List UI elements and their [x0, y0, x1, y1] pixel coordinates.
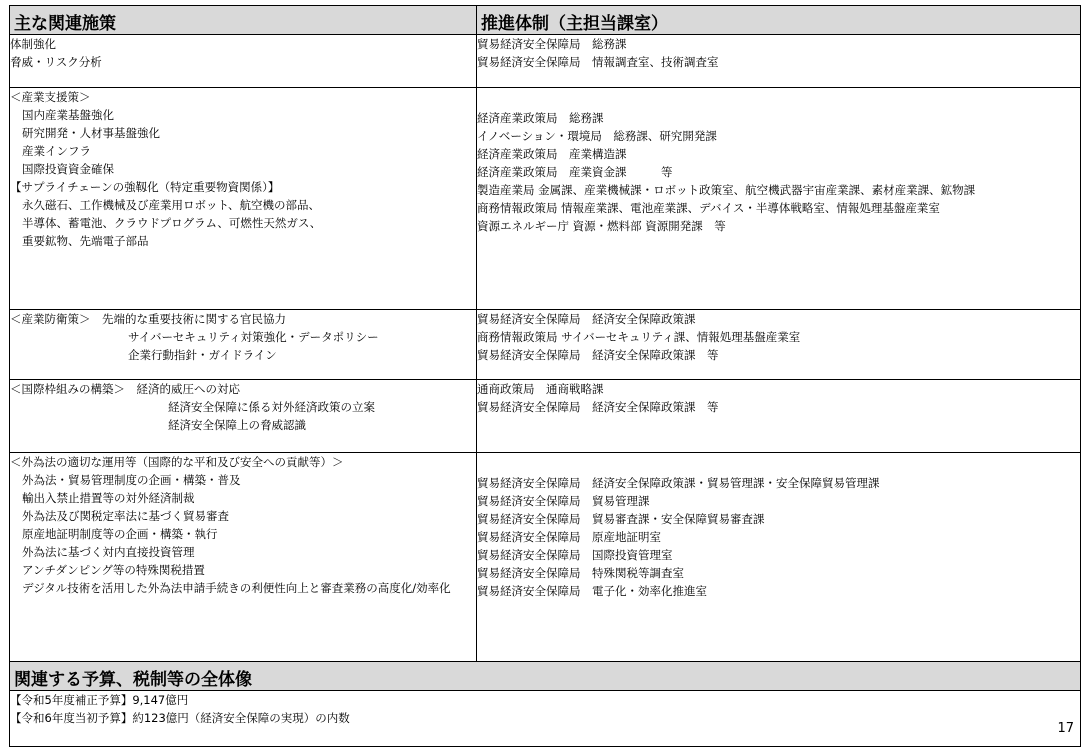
- policy-line: 半導体、蓄電池、クラウドプログラム、可燃性天然ガス、: [22, 216, 322, 230]
- policy-line: 永久磁石、工作機械及び産業用ロボット、航空機の部品、: [22, 198, 320, 212]
- section-heading: ＜産業防衛策＞ 先端的な重要技術に関する官民協力: [10, 312, 286, 326]
- section-heading: ＜外為法の適切な運用等（国際的な平和及び安全への貢献等）＞: [10, 455, 344, 469]
- budget-title: 関連する予算、税制等の全体像: [10, 662, 1081, 691]
- policy-line: 企業行動指針・ガイドライン: [128, 348, 277, 362]
- policies-cell: [10, 35, 477, 88]
- structure-line: 通商政策局 通商戦略課: [477, 382, 604, 396]
- structure-line: 貿易経済安全保障局 貿易管理課: [477, 494, 650, 508]
- table-row: [10, 88, 1081, 310]
- policy-line: 原産地証明制度等の企画・構築・執行: [22, 527, 218, 541]
- structure-cell: [477, 35, 1081, 88]
- structure-line: 貿易経済安全保障局 総務課: [477, 37, 627, 51]
- policies-cell: [10, 453, 477, 662]
- policies-cell: [10, 380, 477, 453]
- policy-line: アンチダンピング等の特殊関税措置: [22, 563, 205, 577]
- structure-line: 貿易経済安全保障局 貿易審査課・安全保障貿易審査課: [477, 512, 765, 526]
- structure-cell: [477, 380, 1081, 453]
- table-row: [10, 35, 1081, 88]
- policy-line: 国際投資資金確保: [22, 162, 114, 176]
- structure-line: 貿易経済安全保障局 原産地証明室: [477, 530, 661, 544]
- policies-cell: [10, 88, 477, 310]
- policy-table: [9, 5, 1081, 747]
- structure-cell: [477, 310, 1081, 380]
- policy-line: デジタル技術を活用した外為法申請手続きの利便性向上と審査業務の高度化/効率化: [22, 581, 451, 595]
- policy-line: 脅威・リスク分析: [10, 55, 102, 69]
- section-heading: ＜産業支援策＞: [10, 90, 91, 104]
- section-heading: 【サプライチェーンの強靱化（特定重要物資関係）】: [10, 180, 280, 194]
- policy-line: 国内産業基盤強化: [22, 108, 114, 122]
- table-row: [10, 380, 1081, 453]
- policy-line: 経済安全保障に係る対外経済政策の立案: [168, 400, 375, 414]
- policy-line: 輸出入禁止措置等の対外経済制裁: [22, 491, 195, 505]
- structure-line: 貿易経済安全保障局 電子化・効率化推進室: [477, 584, 707, 598]
- policy-line: 外為法及び関税定率法に基づく貿易審査: [22, 509, 229, 523]
- structure-line: 商務情報政策局 情報産業課、電池産業課、デバイス・半導体戦略室、情報処理基盤産業室: [477, 201, 940, 215]
- table-row: [10, 453, 1081, 662]
- policy-line: サイバーセキュリティ対策強化・データポリシー: [128, 330, 379, 344]
- policy-line: 研究開発・人材事基盤強化: [22, 126, 160, 140]
- structure-cell: [477, 88, 1081, 310]
- structure-line: 貿易経済安全保障局 経済安全保障政策課 等: [477, 348, 719, 362]
- structure-line: 経済産業政策局 産業構造課: [477, 147, 627, 161]
- structure-line: 貿易経済安全保障局 国際投資管理室: [477, 548, 673, 562]
- structure-line: 貿易経済安全保障局 経済安全保障政策課・貿易管理課・安全保障貿易管理課: [477, 476, 880, 490]
- table-header-row: [10, 6, 1081, 35]
- structure-header: 推進体制（主担当課室）: [477, 6, 1081, 35]
- structure-line: 経済産業政策局 産業資金課 等: [477, 165, 673, 179]
- page-number: 17: [1057, 721, 1074, 736]
- budget-line: 【令和5年度補正予算】9,147億円: [10, 693, 189, 707]
- section-heading: ＜国際枠組みの構築＞ 経済的威圧への対応: [10, 382, 240, 396]
- structure-line: 製造産業局 金属課、産業機械課・ロボット政策室、航空機武器宇宙産業課、素材産業課、鉱物課: [477, 183, 976, 197]
- policy-line: 体制強化: [10, 37, 56, 51]
- policy-line: 重要鉱物、先端電子部品: [22, 234, 149, 248]
- structure-line: 貿易経済安全保障局 経済安全保障政策課: [477, 312, 696, 326]
- structure-line: 貿易経済安全保障局 経済安全保障政策課 等: [477, 400, 719, 414]
- budget-cell: [10, 691, 1081, 747]
- structure-cell: [477, 453, 1081, 662]
- structure-line: イノベーション・環境局 総務課、研究開発課: [477, 129, 717, 143]
- policy-line: 外為法に基づく対内直接投資管理: [22, 545, 195, 559]
- policies-header: 主な関連施策: [10, 6, 477, 35]
- budget-row: [10, 691, 1081, 747]
- policy-line: 産業インフラ: [22, 144, 91, 158]
- structure-line: 商務情報政策局 サイバーセキュリティ課、情報処理基盤産業室: [477, 330, 801, 344]
- structure-line: 資源エネルギー庁 資源・燃料部 資源開発課 等: [477, 219, 726, 233]
- policy-line: 経済安全保障上の脅威認識: [168, 418, 306, 432]
- policy-line: 外為法・貿易管理制度の企画・構築・普及: [22, 473, 241, 487]
- policies-cell: [10, 310, 477, 380]
- structure-line: 貿易経済安全保障局 情報調査室、技術調査室: [477, 55, 719, 69]
- budget-line: 【令和6年度当初予算】約123億円（経済安全保障の実現）の内数: [10, 711, 350, 725]
- budget-header-row: [10, 662, 1081, 691]
- structure-line: 貿易経済安全保障局 特殊関税等調査室: [477, 566, 684, 580]
- table-row: [10, 310, 1081, 380]
- structure-line: 経済産業政策局 総務課: [477, 111, 604, 125]
